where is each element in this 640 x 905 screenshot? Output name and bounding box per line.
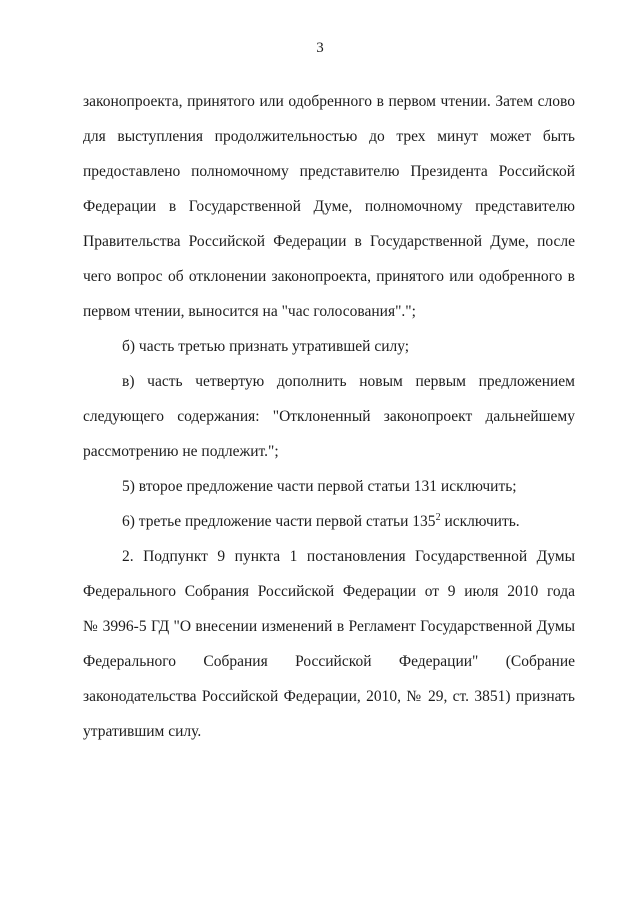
text-line: Правительства Российской Федерации в Государственной Думе, после bbox=[83, 233, 575, 250]
text-line: Федерального Собрания Российской Федерации от 9 июля 2010 года bbox=[83, 583, 575, 600]
text-segment: 6) третье предложение части первой статьи 135 bbox=[122, 513, 436, 530]
text-line: 5) второе предложение части первой статьи 131 исключить; bbox=[122, 478, 517, 495]
superscript: 2 bbox=[435, 511, 441, 523]
text-segment: исключить. bbox=[440, 513, 520, 530]
page-number: 3 bbox=[316, 40, 324, 56]
text-line: рассмотрению не подлежит."; bbox=[83, 443, 279, 460]
text-line: 2. Подпункт 9 пункта 1 постановления Государственной Думы bbox=[122, 548, 575, 565]
text-line: утратившим силу. bbox=[83, 723, 202, 740]
text-line: первом чтении, выносится на "час голосования"."; bbox=[83, 303, 416, 320]
text-line: законодательства Российской Федерации, 2010, № 29, ст. 3851) признать bbox=[83, 688, 575, 705]
text-line: в) часть четвертую дополнить новым первым предложением bbox=[122, 373, 575, 390]
text-line: следующего содержания: "Отклоненный законопроект дальнейшему bbox=[83, 408, 575, 425]
text-line: Федерации в Государственной Думе, полномочному представителю bbox=[83, 198, 575, 215]
text-line: предоставлено полномочному представителю Президента Российской bbox=[83, 163, 575, 180]
text-line: б) часть третью признать утратившей силу; bbox=[122, 338, 410, 355]
text-line: чего вопрос об отклонении законопроекта, принятого или одобренного в bbox=[83, 268, 575, 285]
text-line: № 3996-5 ГД "О внесении изменений в Регламент Государственной Думы bbox=[83, 618, 575, 635]
document-body bbox=[83, 84, 575, 749]
text-line: законопроекта, принятого или одобренного в первом чтении. Затем слово bbox=[83, 93, 575, 110]
text-line: Федерального Собрания Российской Федерации" (Собрание bbox=[83, 653, 575, 670]
text-line: для выступления продолжительностью до трех минут может быть bbox=[83, 128, 575, 145]
text-line bbox=[83, 504, 575, 539]
